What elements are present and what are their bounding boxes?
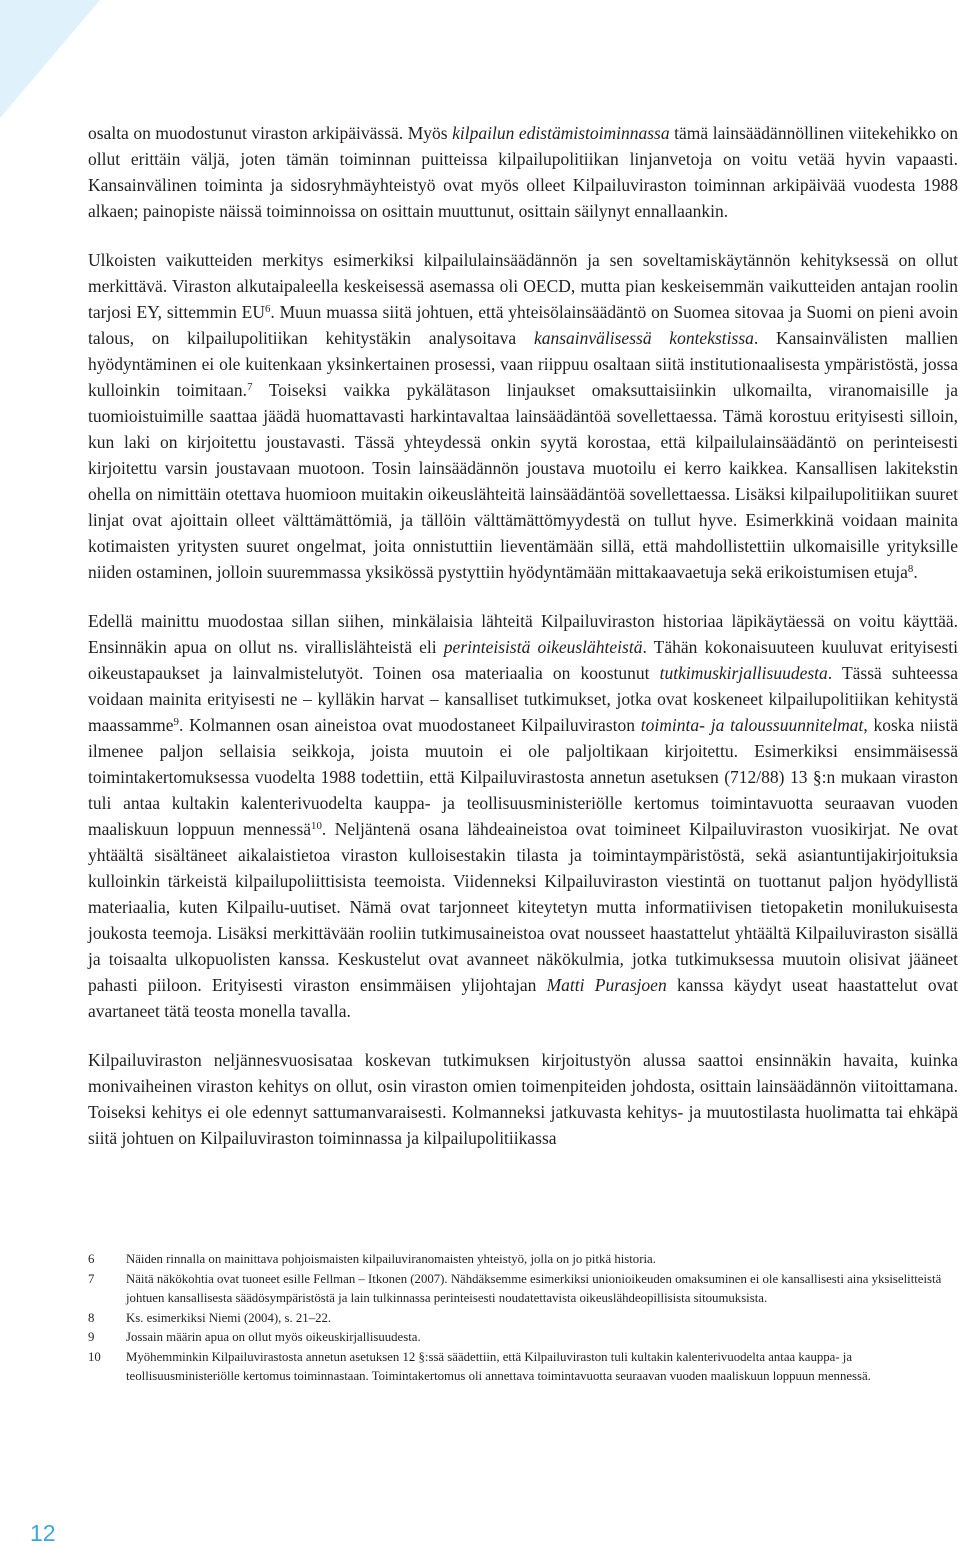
footnote — [88, 1348, 958, 1387]
italic-text: toiminta- ja taloussuunnitelmat — [640, 715, 864, 735]
footnote-text: Myöhemminkin Kilpailuvirastosta annetun asetuksen 12 §:ssä säädettiin, että Kilpailuviraston tuli kultakin kalenterivuodelta antaa kauppa- ja teollisuusministeriölle kertomus toiminnastaan. Toimintakertomus oli annettava toimintavuotta seuraavan vuoden maaliskuun loppuun mennessä. — [126, 1349, 871, 1383]
footnote-number: 10 — [88, 1349, 101, 1364]
text-run: . Tässä suhteessa voidaan mainita erityisesti ne – kylläkin harvat – kansalliset tutkimukset, jotka ovat koskeneet kilpailupolitiikan kehitystä maassamme — [88, 663, 958, 735]
paragraph-1 — [88, 120, 958, 224]
text-run: kanssa käydyt useat haastattelut ovat avartaneet tätä teosta monella tavalla. — [88, 975, 959, 1021]
footnotes — [88, 1250, 958, 1387]
footnote-text: Ks. esimerkiksi Niemi (2004), s. 21–22. — [126, 1310, 332, 1325]
text-run: . Tähän kokonaisuuteen kuuluvat erityisesti oikeustapaukset ja lainvalmistelutyöt. Toinen osa materiaalia on koostunut — [88, 637, 958, 683]
text-run: Kilpailuviraston neljännesvuosisataa koskevan tutkimuksen kirjoitustyön alussa saattoi ensinnäkin havaita, kuinka monivaiheinen viraston kehitys on ollut, osin viraston omien toimenpiteiden johdosta, osittain lainsäädännön viitoittamana. Toiseksi kehitys ei ole edennyt sattumanvaraisesti. Kolmanneksi jatkuvasta kehitys- ja muutostilasta huolimatta tai ehkäpä siitä johtuen on Kilpailuviraston toiminnassa ja kilpailupolitiikassa — [88, 1050, 958, 1148]
footnote-number: 7 — [88, 1271, 95, 1286]
paragraph-2 — [88, 247, 958, 585]
text-run: . Kansainvälisten mallien hyödyntäminen ei ole kuitenkaan yksinkertainen prosessi, vaan riippuu osaltaan siitä institutionaalisesta ympäristöstä, jossa kulloinkin toimitaan. — [88, 328, 959, 400]
footnote-number: 9 — [88, 1330, 95, 1344]
paragraph-4 — [88, 1047, 958, 1151]
footnote — [88, 1309, 958, 1329]
page-number: 12 — [30, 1520, 56, 1546]
text-run: , koska niistä ilmenee paljon sellaisia seikkoja, joista muutoin ei ole paljoltikaan kirjoitettu. Esimerkiksi ensimmäisessä toimintakertomuksessa vuodelta 1988 todettiin, että Kilpailuvirastosta annetun asetuksen (712/88) 13 §:n mukaan viraston tuli antaa kultakin kalenterivuodelta kauppa- ja teollisuusministeriölle kertomus toimintavuotta seuraavan vuoden maaliskuun loppuun mennessä — [88, 715, 959, 839]
text-run: . Neljäntenä osana lähdeaineistoa ovat toimineet Kilpailuviraston vuosikirjat. Ne ovat yhtäältä sisältäneet aikalaistietoa viraston kulloisestakin tilasta ja toimintaympäristöstä, sekä asiantuntijakirjoituksia kulloinkin tärkeistä kilpailupoliittisista teemoista. Viidenneksi Kilpailuviraston viestintä on tuottanut paljon hyödyllistä materiaalia, kuten Kilpailu-uutiset. Nämä ovat tarjonneet kiteytetyn mutta informatiivisen tietopaketin monilukuisesta joukosta teemoja. Lisäksi merkittävään rooliin tutkimusaineistoa ovat nousseet haastattelut yhtäältä Kilpailuviraston sisällä ja toisaalta ulkopuolisten kanssa. Keskustelut ovat avanneet näkökulmia, jotka tutkimuksessa muutoin olisivat jääneet pahasti piiloon. Erityisesti viraston ensimmäisen ylijohtajan — [88, 819, 958, 995]
footnote-text: Näitä näkökohtia ovat tuoneet esille Fellman – Itkonen (2007). Nähdäksemme esimerkiksi unionioikeuden omaksuminen ei ole kansallisesti aina yksiselitteistä johtuen kansallisesta säädösympäristöstä ja lain tulkinnassa perinteisesti noudatettavista oikeuslähdeopillisista sitoumuksista. — [126, 1271, 942, 1305]
corner-decoration — [0, 0, 110, 120]
text-run: osalta on muodostunut viraston arkipäivässä. Myös — [88, 123, 453, 143]
footnote — [88, 1250, 958, 1270]
text-run: . Muun muassa siitä johtuen, että yhteisölainsäädäntö on Suomea sitovaa ja Suomi on pieni avoin talous, on kilpailupolitiikan kehitystäkin analysoitava — [88, 302, 958, 348]
text-run: . Kolmannen osan aineistoa ovat muodostaneet Kilpailuviraston — [178, 715, 641, 735]
footnote-ref: 7 — [247, 381, 253, 394]
text-run: tämä lainsäädännöllinen viitekehikko on ollut erittäin väljä, joten tämän toiminnan puitteissa kilpailupolitiikan linjanvetoja on voitu vetää hyvin vapaasti. Kansainvälinen toiminta ja sidosryhmäyhteistyö ovat myös olleet Kilpailuviraston toiminnan arkipäivää vuodesta 1988 alkaen; painopiste näissä toiminnoissa on osittain muuttunut, osittain säilynyt ennallaankin. — [88, 123, 958, 221]
footnote — [88, 1328, 958, 1348]
footnote-ref: 9 — [173, 716, 179, 729]
text-run: Toiseksi vaikka pykälätason linjaukset omaksuttaisiinkin ulkomailta, viranomaisille ja tuomioistuimille saattaa jäädä huomattavasti harkintavaltaa lainsäädäntöä sovellettaessa. Tämä korostuu erityisesti silloin, kun laki on kirjoitettu joustavasti. Tässä yhteydessä onkin syytä korostaa, että kilpailulainsäädäntö on perinteisesti kirjoitettu varsin joustavaan muotoon. Tosin lainsäädännön joustava muotoilu ei kerro kaikkea. Kansallisen lakitekstin ohella on nimittäin otettava huomioon muitakin oikeuslähteitä lainsäädäntöä sovellettaessa. Lisäksi kilpailupolitiikan suuret linjat ovat ajoittain olleet välttämättömiä, ja tällöin välttämättömyydestä on tullut hyve. Esimerkkinä voidaan mainita kotimaisten yritysten suuret ongelmat, joita onnistuttiin lieventämään sillä, että mahdollistettiin ulkomaisille yrityksille niiden ostaminen, jolloin suuremmassa yksikössä pystyttiin hyödyntämään mittakaavaetuja sekä erikoistumisen etuja — [88, 380, 958, 582]
footnote-text: Jossain määrin apua on ollut myös oikeuskirjallisuudesta. — [126, 1330, 421, 1344]
footnote-ref: 8 — [907, 563, 914, 576]
footnote-number: 6 — [88, 1252, 95, 1266]
italic-text: tutkimuskirjallisuudesta — [659, 663, 828, 683]
italic-text: Matti Purasjoen — [546, 975, 667, 995]
footnote-ref: 10 — [311, 820, 322, 833]
text-run: . — [913, 562, 918, 582]
text-run: Ulkoisten vaikutteiden merkitys esimerkiksi kilpailulainsäädännön ja sen soveltamiskäytännön kehityksessä on ollut merkittävä. Viraston alkutaipaleella keskeisessä asemassa oli OECD, mutta pian keskeisemmän vaikutteiden antajan roolin tarjosi EY, sittemmin EU — [88, 250, 958, 322]
italic-text: kansainvälisessä kontekstissa — [533, 328, 754, 348]
text-run: Edellä mainittu muodostaa sillan siihen, minkälaisia lähteitä Kilpailuviraston historiaa läpikäytäessä on voitu käyttää. Ensinnäkin apua on ollut ns. virallislähteistä eli — [88, 611, 958, 657]
italic-text: perinteisistä oikeuslähteistä — [443, 637, 643, 657]
footnote-ref: 6 — [264, 303, 271, 316]
footnote-number: 8 — [88, 1310, 95, 1325]
paragraph-3 — [88, 608, 958, 1024]
footnote — [88, 1270, 958, 1309]
footnote-text: Näiden rinnalla on mainittava pohjoismaisten kilpailuviranomaisten yhteistyö, jolla on jo pitkä historia. — [126, 1252, 656, 1266]
italic-text: kilpailun edistämistoiminnassa — [452, 123, 670, 143]
main-text — [88, 120, 958, 1151]
